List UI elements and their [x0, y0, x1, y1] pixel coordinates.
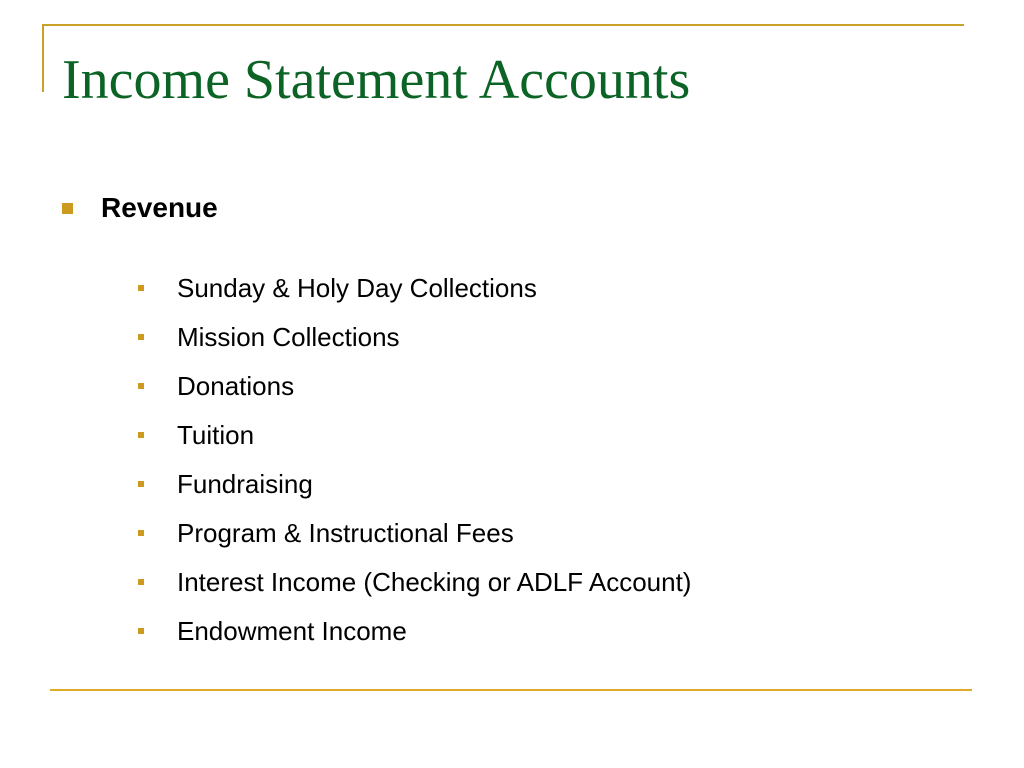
title-frame-vertical-line [42, 24, 44, 92]
title-frame-horizontal-line [42, 24, 964, 26]
small-square-bullet-icon [138, 481, 144, 487]
list-item [138, 410, 691, 459]
list-item [138, 312, 691, 361]
list-item-text: Endowment Income [177, 615, 407, 646]
section-label: Revenue [101, 192, 218, 223]
list-item [138, 557, 691, 606]
list-item-text: Donations [177, 370, 295, 401]
small-square-bullet-icon [138, 432, 144, 438]
slide-title: Income Statement Accounts [62, 49, 691, 111]
list-item [138, 606, 691, 655]
bullet-revenue [62, 186, 218, 230]
list-item-text: Program & Instructional Fees [177, 517, 514, 548]
small-square-bullet-icon [138, 334, 144, 340]
small-square-bullet-icon [138, 530, 144, 536]
footer-divider [50, 689, 972, 691]
list-item [138, 263, 691, 312]
list-item-text: Interest Income (Checking or ADLF Account) [177, 566, 692, 597]
square-bullet-icon [62, 203, 73, 214]
small-square-bullet-icon [138, 628, 144, 634]
list-item-text: Fundraising [177, 468, 313, 499]
list-item-text: Mission Collections [177, 321, 400, 352]
small-square-bullet-icon [138, 285, 144, 291]
revenue-sublist [138, 263, 691, 655]
small-square-bullet-icon [138, 383, 144, 389]
list-item [138, 508, 691, 557]
list-item-text: Sunday & Holy Day Collections [177, 272, 537, 303]
small-square-bullet-icon [138, 579, 144, 585]
list-item [138, 459, 691, 508]
list-item-text: Tuition [177, 419, 255, 450]
list-item [138, 361, 691, 410]
